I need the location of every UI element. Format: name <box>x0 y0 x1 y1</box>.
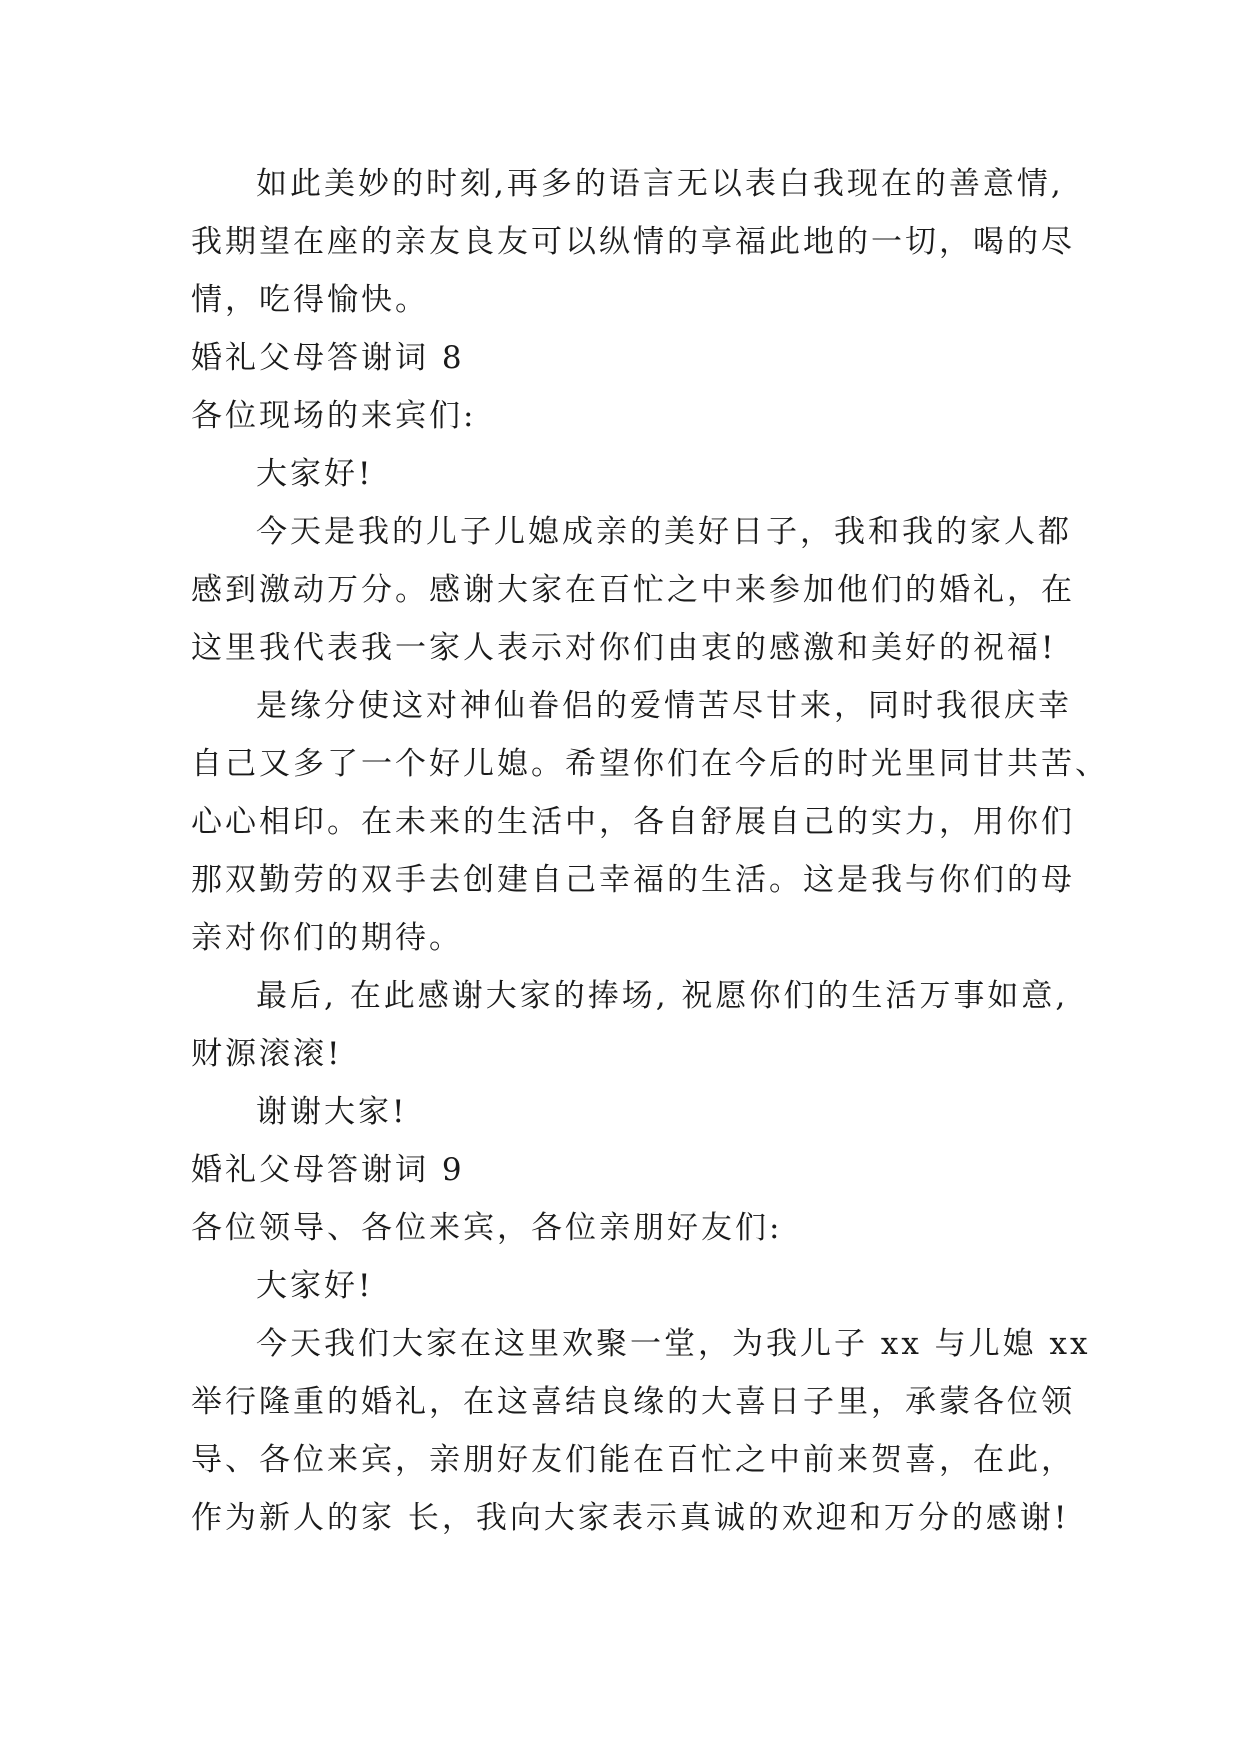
section-heading: 婚礼父母答谢词 8 <box>191 340 465 376</box>
body-text-line: 财源滚滚! <box>191 1036 343 1072</box>
closing: 谢谢大家! <box>256 1094 408 1130</box>
body-text-line: 今天是我的儿子儿媳成亲的美好日子，我和我的家人都 <box>256 514 1072 550</box>
greeting: 大家好! <box>256 1268 374 1304</box>
body-text-line: 亲对你们的期待。 <box>191 920 463 956</box>
body-text-line: 举行隆重的婚礼，在这喜结良缘的大喜日子里，承蒙各位领 <box>191 1384 1075 1420</box>
body-text-line: 情，吃得愉快。 <box>191 282 429 318</box>
body-text-line: 今天我们大家在这里欢聚一堂，为我儿子 xx 与儿媳 xx <box>256 1326 1091 1362</box>
body-text-line: 心心相印。在未来的生活中，各自舒展自己的实力，用你们 <box>191 804 1075 840</box>
body-text-line: 这里我代表我一家人表示对你们由衷的感激和美好的祝福! <box>191 630 1057 666</box>
section-heading: 婚礼父母答谢词 9 <box>191 1152 465 1188</box>
body-text-line: 是缘分使这对神仙眷侣的爱情苦尽甘来，同时我很庆幸 <box>256 688 1072 724</box>
body-text-line: 如此美妙的时刻,再多的语言无以表白我现在的善意情, <box>256 166 1064 202</box>
body-text-line: 最后, 在此感谢大家的捧场, 祝愿你们的生活万事如意, <box>256 978 1069 1014</box>
salutation: 各位领导、各位来宾，各位亲朋好友们: <box>191 1210 783 1246</box>
body-text-line: 那双勤劳的双手去创建自己幸福的生活。这是我与你们的母 <box>191 862 1075 898</box>
body-text-line: 感到激动万分。感谢大家在百忙之中来参加他们的婚礼，在 <box>191 572 1075 608</box>
body-text-line: 我期望在座的亲友良友可以纵情的享福此地的一切，喝的尽 <box>191 224 1075 260</box>
greeting: 大家好! <box>256 456 374 492</box>
body-text-line: 作为新人的家 长，我向大家表示真诚的欢迎和万分的感谢! <box>191 1500 1070 1536</box>
body-text-line: 自己又多了一个好儿媳。希望你们在今后的时光里同甘共苦、 <box>191 746 1109 782</box>
body-text-line: 导、各位来宾，亲朋好友们能在百忙之中前来贺喜，在此， <box>191 1442 1075 1478</box>
salutation: 各位现场的来宾们: <box>191 398 477 434</box>
